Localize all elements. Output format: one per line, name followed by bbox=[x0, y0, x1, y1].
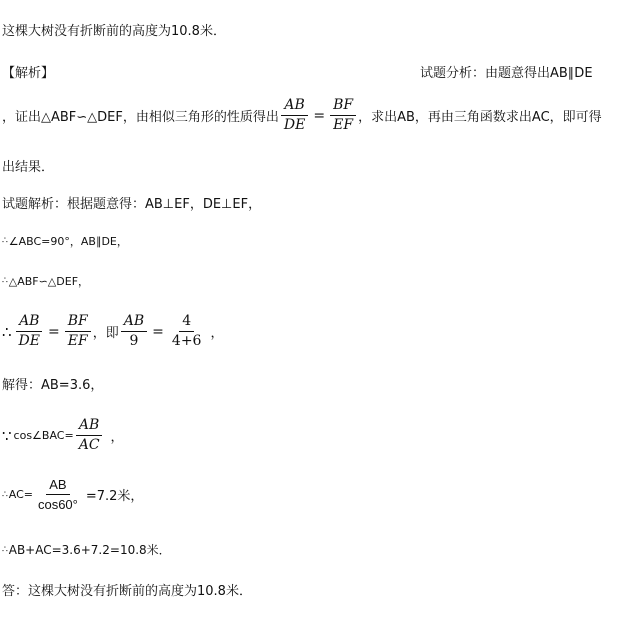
fraction-ab-9 bbox=[121, 313, 147, 350]
therefore-symbol: ∴ bbox=[2, 236, 8, 246]
therefore-symbol: ∴ bbox=[2, 322, 12, 341]
equals-sign: = bbox=[48, 323, 60, 340]
fraction-ab-de bbox=[281, 97, 308, 134]
equals-sign: = bbox=[313, 107, 326, 124]
step-cos-text: cos∠BAC= bbox=[13, 429, 74, 442]
step-solve-text: 解得：AB=3.6， bbox=[2, 378, 104, 393]
step-ac-line bbox=[2, 476, 143, 513]
fraction-4-over-10 bbox=[169, 313, 205, 350]
analysis-end-line bbox=[2, 156, 54, 175]
step-cos-end: ， bbox=[110, 430, 124, 445]
fraction-ab-de bbox=[16, 313, 43, 350]
step-sum-line bbox=[2, 541, 171, 558]
fraction-denominator: cos60° bbox=[37, 497, 78, 512]
fraction-denominator: EF bbox=[333, 117, 354, 133]
result-text: 这棵大树没有折断前的高度为10.8米． bbox=[2, 24, 226, 39]
fraction-numerator: AB bbox=[121, 313, 147, 332]
therefore-symbol: ∴ bbox=[2, 544, 8, 555]
fraction-numerator: AB bbox=[281, 97, 307, 116]
analysis-body-prefix: ，证出△ABF∽△DEF，由相似三角形的性质得出 bbox=[2, 110, 279, 125]
solution-intro: 试题解析：根据题意得：AB⊥EF，DE⊥EF， bbox=[2, 197, 262, 212]
step-similar-text: △ABF∽△DEF， bbox=[8, 275, 90, 288]
answer-text: 答：这棵大树没有折断前的高度为10.8米． bbox=[2, 584, 252, 599]
solution-intro-line bbox=[2, 193, 261, 212]
fraction-denominator: DE bbox=[283, 117, 306, 133]
fraction-ab-cos60 bbox=[35, 476, 81, 513]
fraction-bf-ef bbox=[330, 97, 356, 134]
fraction-ab-ac bbox=[76, 417, 103, 454]
fraction-numerator: AB bbox=[46, 476, 69, 495]
fraction-numerator: 4 bbox=[179, 313, 194, 332]
because-symbol: ∵ bbox=[2, 426, 12, 445]
fraction-numerator: AB bbox=[16, 313, 42, 332]
step-cos-line bbox=[2, 417, 124, 454]
step-sum-text: AB+AC=3.6+7.2=10.8米． bbox=[8, 543, 171, 557]
step-angle-text: ∠ABC=90°，AB∥DE， bbox=[8, 235, 128, 248]
step-proportion-line bbox=[2, 313, 223, 350]
fraction-numerator: AB bbox=[76, 417, 102, 436]
fraction-numerator: BF bbox=[65, 313, 91, 332]
fraction-denominator: DE bbox=[18, 333, 40, 349]
step-ac-end: =7.2米， bbox=[85, 489, 144, 504]
analysis-end-text: 出结果． bbox=[2, 160, 55, 175]
analysis-header bbox=[2, 62, 54, 81]
fraction-denominator: AC bbox=[78, 437, 100, 453]
analysis-label: 【解析】 bbox=[2, 66, 55, 81]
fraction-denominator: EF bbox=[67, 333, 88, 349]
step-angle-line bbox=[2, 233, 128, 249]
step-solve-line bbox=[2, 374, 103, 393]
analysis-intro-line bbox=[420, 62, 593, 81]
fraction-denominator: 4+6 bbox=[171, 333, 202, 349]
therefore-symbol: ∴ bbox=[2, 276, 8, 286]
analysis-body-suffix: ，求出AB，再由三角函数求出AC，即可得 bbox=[358, 110, 602, 125]
fraction-numerator: BF bbox=[330, 97, 356, 116]
fraction-denominator: 9 bbox=[129, 333, 139, 349]
result-line bbox=[2, 20, 226, 39]
step-ac-text: AC= bbox=[8, 488, 33, 501]
fraction-bf-ef bbox=[65, 313, 91, 350]
equals-sign: = bbox=[152, 323, 164, 340]
answer-line bbox=[2, 580, 252, 599]
analysis-body-line bbox=[2, 97, 602, 134]
step-proportion-mid: ，即 bbox=[92, 326, 119, 341]
analysis-intro: 试题分析：由题意得出AB∥DE bbox=[420, 66, 593, 81]
step-similar-line bbox=[2, 273, 89, 289]
therefore-symbol: ∴ bbox=[2, 489, 8, 500]
step-proportion-end: ， bbox=[210, 326, 224, 341]
